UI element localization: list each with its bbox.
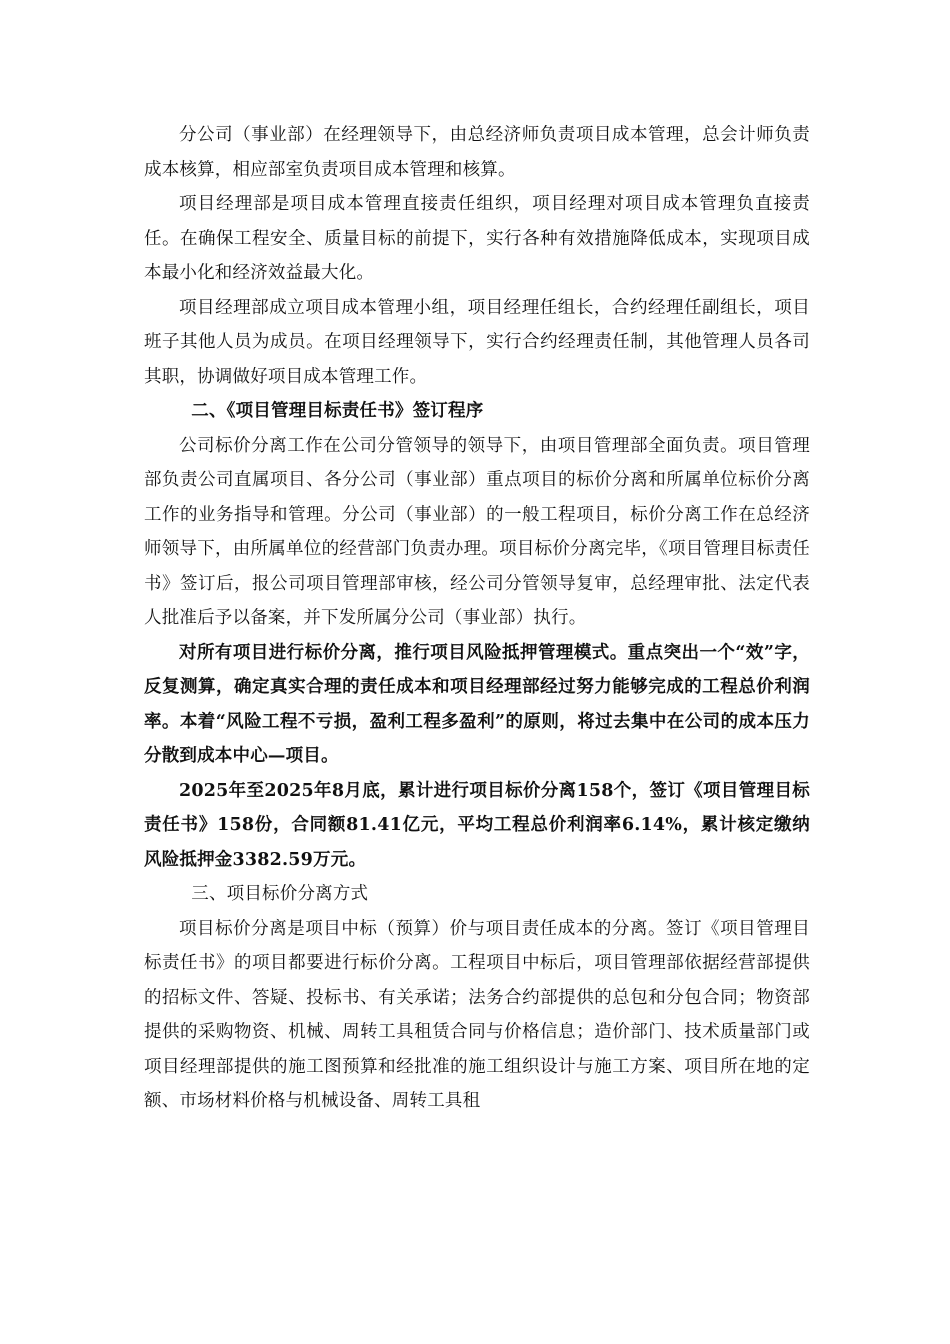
paragraph-cost-management-group: 项目经理部成立项目成本管理小组，项目经理任组长，合约经理任副组长，项目班子其他人员为成员。在项目经理领导下，实行合约经理责任制，其他管理人员各司其职，协调做好项目成本管理工作。 <box>144 297 810 387</box>
paragraph-price-separation-work: 公司标价分离工作在公司分管领导的领导下，由项目管理部全面负责。项目管理部负责公司直属项目、各分公司（事业部）重点项目的标价分离和所属单位标价分离工作的业务指导和管理。分公司（事业部）的一般工程项目，标价分离工作在总经济师领导下，由所属单位的经营部门负责办理。项目标价分离完毕，《项目管理目标责任书》签订后，报公司项目管理部审核，经公司分管领导复审，总经理审批、法定代表人批准后予以备案，并下发所属分公司（事业部）执行。 <box>144 435 810 628</box>
paragraph-risk-mortgage-model: 对所有项目进行标价分离，推行项目风险抵押管理模式。重点突出一个“效”字，反复测算，确定真实合理的责任成本和项目经理部经过努力能够完成的工程总价利润率。本着“风险工程不亏损，盈利工程多盈利”的原则，将过去集中在公司的成本压力分散到成本中心—项目。 <box>144 642 810 766</box>
paragraph-branch-responsibility: 分公司（事业部）在经理领导下，由总经济师负责项目成本管理，总会计师负责成本核算，相应部室负责项目成本管理和核算。 <box>144 125 810 180</box>
section-heading-signing-procedure: 二、《项目管理目标责任书》签订程序 <box>191 401 484 421</box>
paragraph-separation-method-detail: 项目标价分离是项目中标（预算）价与项目责任成本的分离。签订《项目管理目标责任书》的项目都要进行标价分离。工程项目中标后，项目管理部依据经营部提供的招标文件、答疑、投标书、有关承诺；法务合约部提供的总包和分包合同；物资部提供的采购物资、机械、周转工具租赁合同与价格信息；造价部门、技术质量部门或项目经理部提供的施工图预算和经批准的施工组织设计与施工方案、项目所在地的定额、市场材料价格与机械设备、周转工具租 <box>144 918 810 1111</box>
document-page <box>144 118 810 1119</box>
paragraph-project-department-responsibility: 项目经理部是项目成本管理直接责任组织，项目经理对项目成本管理负直接责任。在确保工程安全、质量目标的前提下，实行各种有效措施降低成本，实现项目成本最小化和经济效益最大化。 <box>144 194 810 283</box>
paragraph-statistics: 2025年至2025年8月底，累计进行项目标价分离158个，签订《项目管理目标责任书》158份，合同额81.41亿元，平均工程总价利润率6.14%，累计核定缴纳风险抵押金3382.59万元。 <box>144 780 810 870</box>
section-heading-separation-method: 三、项目标价分离方式 <box>191 884 369 904</box>
